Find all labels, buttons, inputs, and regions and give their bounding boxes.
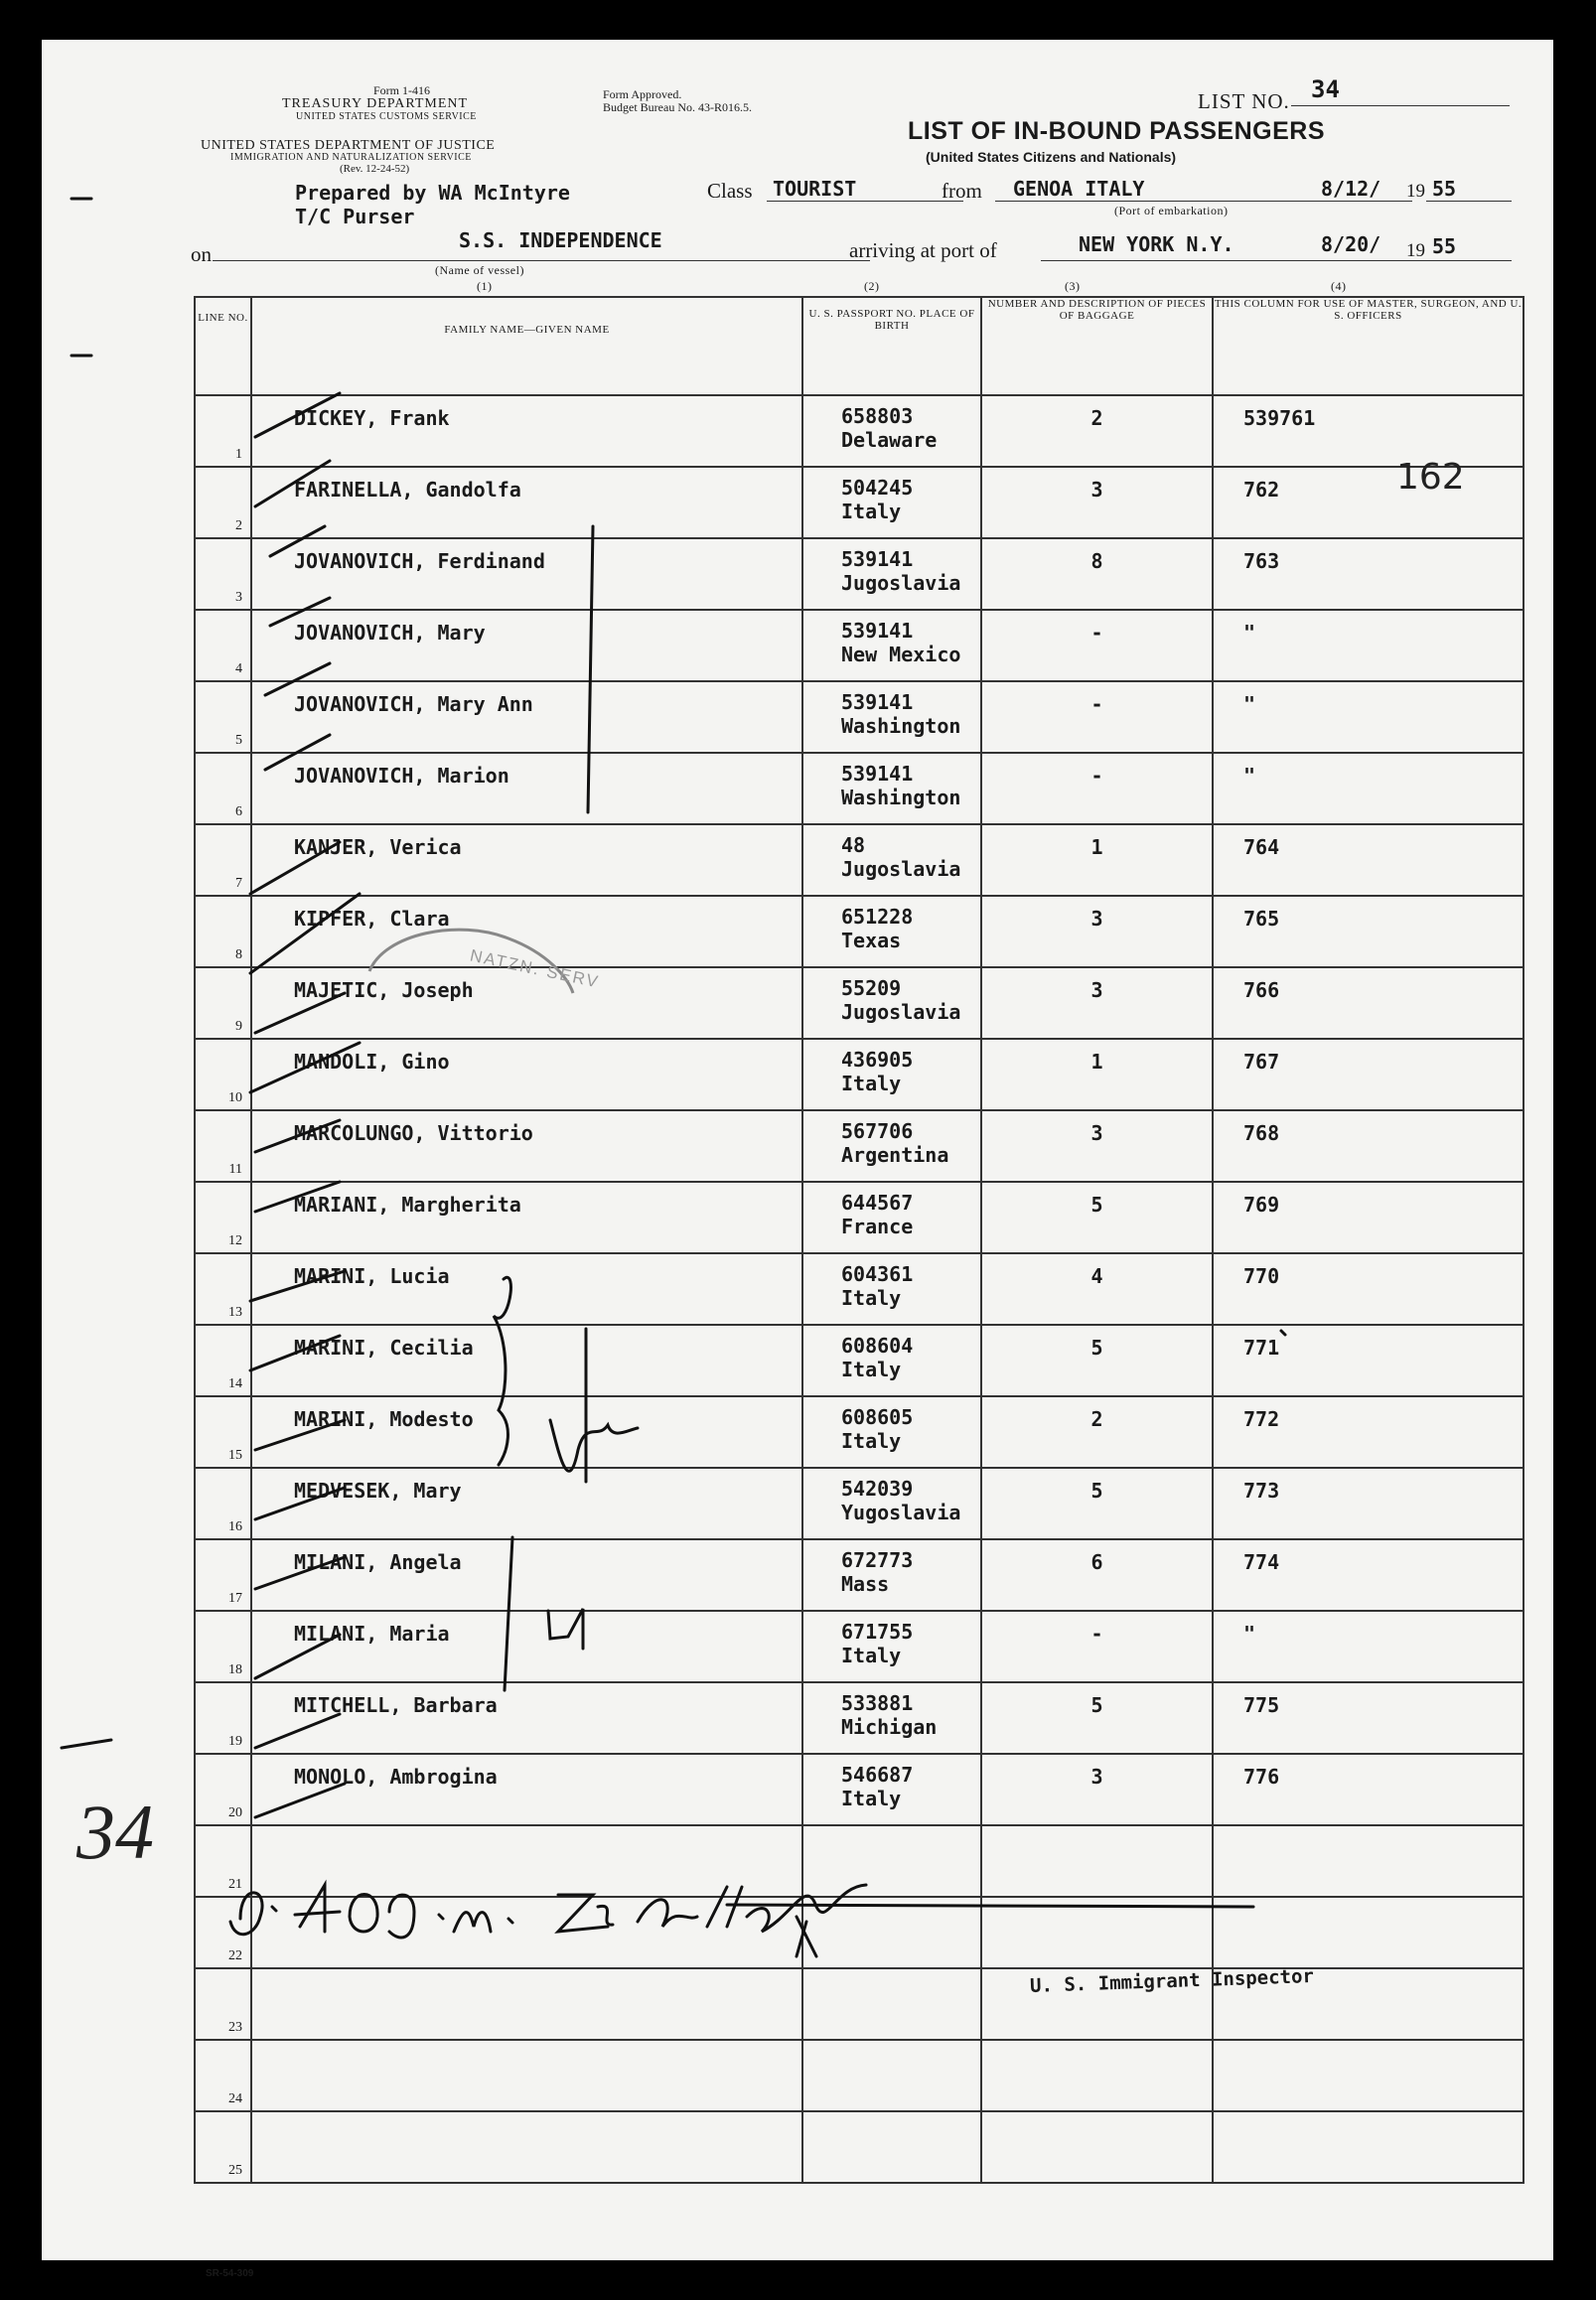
vessel-name: S.S. INDEPENDENCE [459, 228, 662, 252]
line-number: 15 [228, 1448, 242, 1463]
ins-heading: IMMIGRATION AND NATURALIZATION SERVICE [230, 152, 472, 163]
place-of-birth: Italy [841, 1072, 902, 1095]
departure-year-prefix: 19 [1406, 181, 1425, 202]
baggage-count: 4 [1090, 1264, 1103, 1288]
column-3-marker: (3) [1065, 279, 1081, 293]
baggage-count: 1 [1090, 1050, 1103, 1074]
passenger-name: DICKEY, Frank [294, 406, 450, 430]
baggage-count: 3 [1090, 978, 1103, 1002]
place-of-birth: Washington [841, 714, 961, 738]
passenger-name: MEDVESEK, Mary [294, 1479, 462, 1503]
passport-column-header: U. S. PASSPORT NO. PLACE OF BIRTH [808, 308, 975, 332]
column-4-marker: (4) [1331, 279, 1347, 293]
line-number: 16 [228, 1519, 242, 1534]
arrival-date: 8/20/ [1321, 232, 1381, 256]
passport-number: 55209 [841, 976, 902, 1000]
arrival-port: NEW YORK N.Y. [1079, 232, 1234, 256]
place-of-birth: Texas [841, 929, 902, 952]
line-number: 23 [228, 2020, 242, 2035]
line-number: 2 [235, 518, 242, 533]
line-number: 17 [228, 1591, 242, 1606]
officer-number: " [1243, 621, 1256, 645]
place-of-birth: Italy [841, 1787, 902, 1810]
form-approved: Form Approved. [603, 87, 682, 101]
baggage-count: 8 [1090, 549, 1103, 573]
place-of-birth: Michigan [841, 1715, 938, 1739]
passenger-name: MARCOLUNGO, Vittorio [294, 1121, 533, 1145]
hand-marks [42, 40, 1553, 2260]
passport-number: 539141 [841, 547, 914, 571]
justice-heading: UNITED STATES DEPARTMENT OF JUSTICE [201, 138, 496, 153]
line-no-header: LINE NO. [198, 312, 248, 324]
list-number-label: LIST NO. [1198, 89, 1290, 113]
passenger-name: MITCHELL, Barbara [294, 1693, 498, 1717]
budget-bureau: Budget Bureau No. 43-R016.5. [603, 100, 752, 114]
passenger-name: MAJETIC, Joseph [294, 978, 474, 1002]
officer-number: 776 [1243, 1765, 1280, 1789]
officer-number: " [1243, 764, 1256, 788]
officer-number: 765 [1243, 907, 1280, 931]
passport-number: 567706 [841, 1119, 914, 1143]
document-title: LIST OF IN-BOUND PASSENGERS [908, 117, 1326, 145]
passport-number: 672773 [841, 1548, 914, 1572]
passport-number: 608604 [841, 1334, 914, 1358]
class-value: TOURIST [773, 177, 857, 201]
place-of-birth: Jugoslavia [841, 1000, 961, 1024]
passport-number: 539141 [841, 762, 914, 786]
line-number: 21 [228, 1877, 242, 1892]
baggage-count: 5 [1090, 1479, 1103, 1503]
passport-number: 651228 [841, 905, 914, 929]
place-of-birth: Italy [841, 1644, 902, 1667]
line-number: 18 [228, 1662, 242, 1677]
passenger-name: JOVANOVICH, Mary Ann [294, 692, 533, 716]
baggage-count: 2 [1090, 406, 1103, 430]
inspector-caption: U. S. Immigrant Inspector [1029, 1965, 1315, 1997]
baggage-count: 3 [1090, 907, 1103, 931]
line-number: 4 [235, 661, 242, 676]
place-of-birth: Argentina [841, 1143, 949, 1167]
officer-number: 764 [1243, 835, 1280, 859]
place-of-birth: Mass [841, 1572, 890, 1596]
class-label: Class [707, 179, 753, 203]
treasury-heading: TREASURY DEPARTMENT [282, 96, 469, 111]
officer-number: 771 [1243, 1336, 1280, 1360]
baggage-count: 5 [1090, 1193, 1103, 1217]
officer-number: 768 [1243, 1121, 1280, 1145]
arriving-label: arriving at port of [849, 238, 997, 262]
passport-number: 539141 [841, 690, 914, 714]
officer-number: 769 [1243, 1193, 1280, 1217]
passport-number: 533881 [841, 1691, 914, 1715]
baggage-count: 1 [1090, 835, 1103, 859]
line-number: 25 [228, 2163, 242, 2178]
place-of-birth: Delaware [841, 428, 938, 452]
port-of-embarkation: GENOA ITALY [1013, 177, 1145, 201]
baggage-count: - [1090, 764, 1103, 788]
officer-number: 762 [1243, 478, 1280, 502]
officer-number: 766 [1243, 978, 1280, 1002]
line-number: 10 [228, 1090, 242, 1105]
manifest-page [42, 40, 1553, 2279]
baggage-count: 3 [1090, 1121, 1103, 1145]
vessel-caption: (Name of vessel) [435, 263, 524, 277]
officer-number: 770 [1243, 1264, 1280, 1288]
baggage-count: 2 [1090, 1407, 1103, 1431]
list-number-value: 34 [1311, 75, 1340, 103]
revision-date: (Rev. 12-24-52) [340, 163, 410, 175]
place-of-birth: New Mexico [841, 643, 961, 666]
passenger-name: MARIANI, Margherita [294, 1193, 521, 1217]
baggage-column-header: NUMBER AND DESCRIPTION OF PIECES OF BAGGAGE [987, 298, 1207, 322]
officer-number: " [1243, 1622, 1256, 1646]
baggage-count: - [1090, 1622, 1103, 1646]
officer-number: 775 [1243, 1693, 1280, 1717]
passport-number: 671755 [841, 1620, 914, 1644]
passenger-name: FARINELLA, Gandolfa [294, 478, 521, 502]
on-label: on [191, 242, 212, 266]
place-of-birth: Italy [841, 1358, 902, 1381]
passenger-name: JOVANOVICH, Marion [294, 764, 509, 788]
name-column-header: FAMILY NAME—GIVEN NAME [444, 324, 610, 336]
arrival-year: 55 [1432, 234, 1457, 258]
line-number: 14 [228, 1376, 242, 1391]
officer-number: 539761 [1243, 406, 1316, 430]
officer-number: 772 [1243, 1407, 1280, 1431]
baggage-count: 5 [1090, 1693, 1103, 1717]
passport-number: 608605 [841, 1405, 914, 1429]
officer-number: 774 [1243, 1550, 1280, 1574]
passport-number: 644567 [841, 1191, 914, 1215]
officers-column-header: THIS COLUMN FOR USE OF MASTER, SURGEON, AND U. S. OFFICERS [1214, 298, 1523, 322]
line-number: 9 [235, 1019, 242, 1034]
departure-year: 55 [1432, 177, 1457, 201]
passenger-name: JOVANOVICH, Ferdinand [294, 549, 545, 573]
line-number: 22 [228, 1948, 242, 1963]
line-number: 3 [235, 590, 242, 605]
passenger-name: KANJER, Verica [294, 835, 462, 859]
line-number: 6 [235, 804, 242, 819]
column-1-marker: (1) [477, 279, 493, 293]
passport-number: 542039 [841, 1477, 914, 1501]
baggage-count: 3 [1090, 478, 1103, 502]
officer-number: 767 [1243, 1050, 1280, 1074]
baggage-count: - [1090, 692, 1103, 716]
line-number: 11 [228, 1162, 242, 1177]
place-of-birth: Italy [841, 500, 902, 523]
place-of-birth: Washington [841, 786, 961, 809]
line-number: 5 [235, 733, 242, 748]
line-number: 12 [228, 1233, 242, 1248]
line-number: 7 [235, 876, 242, 891]
purser-title: T/C Purser [295, 205, 415, 228]
passport-number: 48 [841, 833, 866, 857]
footer-form-code: SR-54-309 [206, 2268, 254, 2279]
line-number: 24 [228, 2091, 242, 2106]
passenger-name: MANDOLI, Gino [294, 1050, 450, 1074]
place-of-birth: Italy [841, 1286, 902, 1310]
passenger-name: MARINI, Lucia [294, 1264, 450, 1288]
departure-date: 8/12/ [1321, 177, 1381, 201]
passenger-name: MONOLO, Ambrogina [294, 1765, 498, 1789]
passport-number: 504245 [841, 476, 914, 500]
line-number: 20 [228, 1805, 242, 1820]
passenger-name: MILANI, Angela [294, 1550, 462, 1574]
place-of-birth: France [841, 1215, 914, 1238]
passport-number: 658803 [841, 404, 914, 428]
passport-number: 539141 [841, 619, 914, 643]
line-number: 19 [228, 1734, 242, 1749]
line-number: 1 [235, 447, 242, 462]
passport-number: 604361 [841, 1262, 914, 1286]
officer-number: 763 [1243, 549, 1280, 573]
passenger-name: KIPFER, Clara [294, 907, 450, 931]
left-margin-number: 34 [76, 1789, 154, 1875]
place-of-birth: Jugoslavia [841, 571, 961, 595]
immigration-stamp: NATZN. SERV [468, 945, 602, 992]
document-subtitle: (United States Citizens and Nationals) [926, 149, 1177, 165]
port-embark-caption: (Port of embarkation) [1114, 204, 1229, 217]
baggage-count: - [1090, 621, 1103, 645]
officer-number: 773 [1243, 1479, 1280, 1503]
passenger-name: JOVANOVICH, Mary [294, 621, 486, 645]
margin-number-162: 162 [1396, 457, 1465, 498]
prepared-by: Prepared by WA McIntyre [295, 181, 570, 205]
customs-heading: UNITED STATES CUSTOMS SERVICE [296, 111, 477, 122]
arrival-year-prefix: 19 [1406, 240, 1425, 261]
passenger-name: MILANI, Maria [294, 1622, 450, 1646]
place-of-birth: Jugoslavia [841, 857, 961, 881]
place-of-birth: Italy [841, 1429, 902, 1453]
baggage-count: 5 [1090, 1336, 1103, 1360]
passport-number: 546687 [841, 1763, 914, 1787]
place-of-birth: Yugoslavia [841, 1501, 961, 1524]
baggage-count: 3 [1090, 1765, 1103, 1789]
form-number: Form 1-416 [373, 83, 430, 97]
passport-number: 436905 [841, 1048, 914, 1072]
column-2-marker: (2) [864, 279, 880, 293]
line-number: 8 [235, 947, 242, 962]
line-number: 13 [228, 1305, 242, 1320]
from-label: from [942, 179, 982, 203]
baggage-count: 6 [1090, 1550, 1103, 1574]
passenger-name: MARINI, Modesto [294, 1407, 474, 1431]
passenger-name: MARINI, Cecilia [294, 1336, 474, 1360]
officer-number: " [1243, 692, 1256, 716]
